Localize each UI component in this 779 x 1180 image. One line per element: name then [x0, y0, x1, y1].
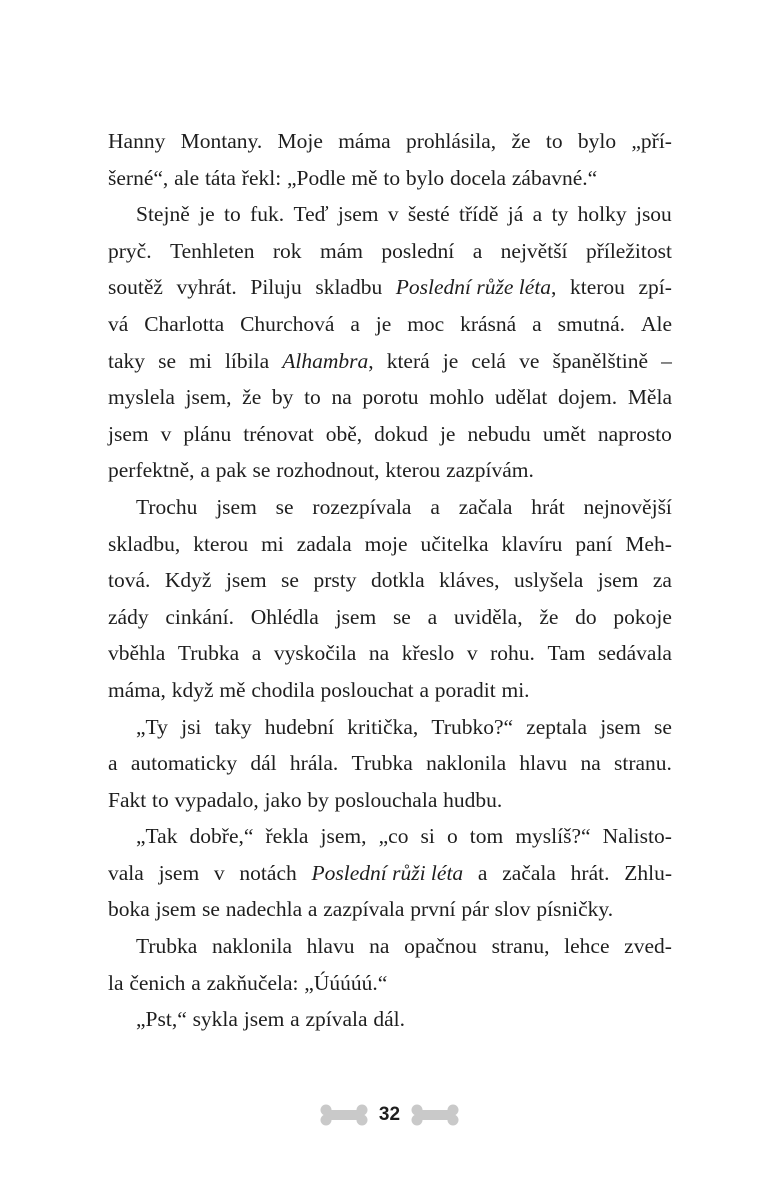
word: a	[477, 860, 488, 885]
word: nebudu	[467, 421, 531, 446]
word: „Ty	[136, 714, 168, 739]
word: jako	[264, 787, 302, 812]
word: prohlásila,	[406, 129, 497, 153]
word: zpívala	[305, 1007, 368, 1032]
word: docela	[449, 165, 507, 190]
word: Poslední růže léta,	[395, 275, 557, 300]
text-line	[108, 526, 672, 563]
word: mi	[189, 348, 212, 373]
word: rozezpívala	[312, 494, 412, 519]
word: paní	[575, 531, 613, 556]
word: a	[532, 311, 542, 336]
body-text	[108, 123, 672, 1038]
word: a	[472, 238, 483, 263]
word: naprosto	[597, 421, 672, 446]
word: –	[661, 348, 672, 373]
word: a	[290, 1007, 300, 1032]
word: a	[532, 202, 543, 227]
word: perfektně,	[108, 458, 195, 483]
word: hrála.	[289, 751, 339, 776]
word: máma	[338, 129, 391, 153]
word: se	[202, 897, 220, 922]
word: hrát	[531, 494, 565, 519]
word: jsem	[216, 494, 257, 519]
word: řekla	[265, 824, 309, 849]
word: na	[369, 934, 390, 959]
word: kláves,	[439, 568, 500, 593]
text-line	[108, 379, 672, 416]
paragraph	[108, 818, 672, 928]
word: a	[427, 604, 438, 629]
word: ale	[174, 165, 200, 190]
word: se	[252, 458, 271, 483]
word: Když	[164, 568, 212, 593]
word: Moje	[277, 129, 323, 153]
word: vypadalo,	[174, 787, 259, 812]
word: Ohlédla	[250, 604, 319, 629]
word: a	[350, 311, 360, 336]
word: šesté	[407, 202, 450, 227]
word: „pří-	[631, 129, 672, 153]
word: vala	[108, 860, 144, 885]
word: zeptala	[526, 714, 588, 739]
paragraph	[108, 1001, 672, 1038]
word: že	[539, 604, 559, 629]
text-line	[108, 965, 672, 1002]
word: vyskočila	[273, 641, 357, 666]
word: rohu.	[490, 641, 535, 666]
word: umět	[542, 421, 586, 446]
word: fuk.	[250, 202, 285, 227]
word: začala	[502, 860, 556, 885]
word: učitelka	[420, 531, 489, 556]
word: „co	[378, 824, 409, 849]
word: myslíš?“	[515, 824, 591, 849]
word: chodila	[251, 677, 315, 702]
bone-icon	[319, 1103, 369, 1127]
word: skladbu,	[108, 531, 181, 556]
word: Fakt	[108, 787, 147, 812]
text-line	[108, 489, 672, 526]
word: moje	[364, 531, 408, 556]
word: jsem	[158, 860, 200, 885]
word: mi	[261, 531, 284, 556]
word: jsem,	[320, 824, 367, 849]
word: se	[392, 604, 411, 629]
word: kterou	[193, 531, 249, 556]
word: obě,	[325, 421, 363, 446]
word: Trubka	[177, 641, 240, 666]
word: na	[368, 641, 390, 666]
word: dojem.	[558, 385, 618, 410]
word: je	[439, 421, 456, 446]
word: zábavné.“	[511, 165, 598, 190]
word: zazpívala	[323, 897, 405, 922]
word: bylo	[405, 165, 445, 190]
word: boka	[108, 897, 150, 922]
word: čenich	[129, 970, 186, 995]
word: dál.	[373, 1007, 406, 1032]
word: mohlo	[429, 385, 485, 410]
word: trénovat	[243, 421, 314, 446]
word: vá	[108, 311, 129, 336]
word: Teď	[293, 202, 329, 227]
word: notách	[239, 860, 297, 885]
text-line	[108, 306, 672, 343]
text-line	[108, 452, 672, 489]
word: dokud	[374, 421, 428, 446]
word: sedávala	[597, 641, 672, 666]
word: soutěž	[108, 275, 163, 300]
word: v	[160, 421, 172, 446]
word: zazpívám.	[446, 458, 534, 483]
word: třídě	[459, 202, 499, 227]
word: poslouchala	[334, 787, 438, 812]
word: křeslo	[401, 641, 455, 666]
word: „Úúúúú.“	[304, 970, 388, 995]
word: a	[251, 641, 262, 666]
word: Hanny	[108, 129, 166, 153]
word: Poslední růži léta	[311, 860, 464, 885]
word: začala	[458, 494, 513, 519]
word: zakňučela:	[206, 970, 299, 995]
word: kterou	[385, 458, 441, 483]
word: která	[386, 348, 430, 373]
paragraph	[108, 196, 672, 489]
word: Trubka	[136, 934, 198, 959]
word: dál	[250, 751, 277, 776]
word: klavíru	[501, 531, 563, 556]
word: lehce	[564, 934, 610, 959]
text-line	[108, 818, 672, 855]
word: v	[466, 641, 478, 666]
word: automaticky	[130, 751, 238, 776]
word: plánu	[183, 421, 232, 446]
word: v	[387, 202, 399, 227]
word: jsem	[600, 714, 641, 739]
word: to	[383, 165, 401, 190]
word: mám	[319, 238, 363, 263]
word: holky	[577, 202, 627, 227]
word: že	[511, 129, 531, 153]
word: jsi	[181, 714, 202, 739]
word: Charlotta	[144, 311, 225, 336]
word: táta	[204, 165, 236, 190]
text-line	[108, 416, 672, 453]
word: sykla	[192, 1007, 238, 1032]
word: největší	[500, 238, 568, 263]
word: poradit	[434, 677, 496, 702]
word: jsem	[108, 421, 149, 446]
word: se	[653, 714, 672, 739]
text-line	[108, 928, 672, 965]
word: jsou	[635, 202, 672, 227]
word: by	[271, 385, 294, 410]
word: za	[652, 568, 672, 593]
word: „Tak	[136, 824, 178, 849]
word: pár	[461, 897, 489, 922]
word: hlavu	[519, 751, 568, 776]
word: tom	[469, 824, 504, 849]
word: a	[108, 751, 118, 776]
paragraph	[108, 123, 672, 196]
word: Nalisto-	[602, 824, 672, 849]
word: naklonila	[426, 751, 507, 776]
text-line	[108, 599, 672, 636]
text-line	[108, 672, 672, 709]
word: máma,	[108, 677, 166, 702]
word: líbila	[224, 348, 270, 373]
word: se	[158, 348, 177, 373]
paragraph	[108, 709, 672, 819]
word: Piluju	[250, 275, 302, 300]
word: jsem,	[185, 385, 232, 410]
word: naklonila	[212, 934, 293, 959]
word: vyhrát.	[176, 275, 237, 300]
word: opačnou	[404, 934, 477, 959]
word: Alhambra,	[282, 348, 374, 373]
word: Meh-	[625, 531, 672, 556]
text-line	[108, 635, 672, 672]
text-line	[108, 343, 672, 380]
word: slov	[494, 897, 531, 922]
word: řekl:	[241, 165, 282, 190]
word: do	[575, 604, 597, 629]
word: smutná.	[557, 311, 626, 336]
word: na	[331, 385, 352, 410]
word: a	[430, 494, 440, 519]
word: šerné“,	[108, 165, 169, 190]
word: hrát.	[570, 860, 610, 885]
paragraph	[108, 489, 672, 709]
word: by	[307, 787, 329, 812]
word: taky	[214, 714, 252, 739]
word: stranu,	[491, 934, 550, 959]
word: mě	[351, 165, 378, 190]
word: příležitost	[585, 238, 672, 263]
word: jsem	[597, 568, 639, 593]
word: to	[152, 787, 169, 812]
word: jsem	[337, 202, 379, 227]
word: je	[375, 311, 392, 336]
page-footer	[0, 1097, 779, 1133]
text-line	[108, 233, 672, 270]
page-number: 32	[378, 1104, 401, 1125]
word: je	[199, 202, 215, 227]
text-line	[108, 855, 672, 892]
word: „Pst,“	[136, 1007, 187, 1032]
word: taky	[108, 348, 146, 373]
word: Trubka	[351, 751, 413, 776]
word: se	[275, 494, 294, 519]
word: uviděla,	[453, 604, 523, 629]
word: mi.	[501, 677, 530, 702]
text-line	[108, 160, 672, 197]
word: zved-	[624, 934, 672, 959]
word: kritička,	[347, 714, 419, 739]
word: Trubko?“	[431, 714, 514, 739]
word: o	[446, 824, 458, 849]
text-line	[108, 745, 672, 782]
word: písničky.	[536, 897, 614, 922]
word: Montany.	[180, 129, 263, 153]
word: když	[171, 677, 214, 702]
word: dotkla	[370, 568, 425, 593]
text-line	[108, 782, 672, 819]
word: Tam	[547, 641, 586, 666]
word: a	[419, 677, 429, 702]
word: stranu.	[614, 751, 672, 776]
bone-icon	[410, 1103, 460, 1127]
word: la	[108, 970, 124, 995]
word: rozhodnout,	[276, 458, 380, 483]
word: v	[213, 860, 225, 885]
word: udělat	[494, 385, 548, 410]
word: ve	[519, 348, 540, 373]
word: to	[304, 385, 321, 410]
word: cinkání.	[165, 604, 235, 629]
word: ty	[551, 202, 569, 227]
word: pryč.	[108, 238, 152, 263]
text-line	[108, 562, 672, 599]
paragraph	[108, 928, 672, 1001]
word: zadala	[296, 531, 352, 556]
word: jsem	[225, 568, 267, 593]
text-line	[108, 196, 672, 233]
word: poslední	[381, 238, 455, 263]
word: skladbu	[315, 275, 383, 300]
word: Zhlu-	[624, 860, 672, 885]
word: pokoje	[613, 604, 672, 629]
word: zády	[108, 604, 149, 629]
word: se	[281, 568, 299, 593]
word: na	[580, 751, 601, 776]
word: Tenhleten	[170, 238, 255, 263]
word: Měla	[627, 385, 672, 410]
word: jsem	[155, 897, 197, 922]
text-line	[108, 1001, 672, 1038]
word: moc	[407, 311, 445, 336]
word: myslela	[108, 385, 175, 410]
word: poslouchat	[320, 677, 414, 702]
word: krásná	[460, 311, 517, 336]
word: mě	[219, 677, 246, 702]
word: a	[307, 897, 318, 922]
word: hlavu	[306, 934, 355, 959]
word: rok	[272, 238, 302, 263]
word: vběhla	[108, 641, 166, 666]
text-line	[108, 123, 672, 160]
word: hudbu.	[443, 787, 503, 812]
word: hudební	[264, 714, 335, 739]
text-line	[108, 891, 672, 928]
word: jsem	[335, 604, 377, 629]
word: pak	[215, 458, 247, 483]
word: Ale	[640, 311, 672, 336]
word: je	[442, 348, 459, 373]
word: Churchová	[240, 311, 335, 336]
word: celá	[471, 348, 506, 373]
word: bylo	[577, 129, 617, 153]
word: to	[545, 129, 563, 153]
word: španělštině	[552, 348, 649, 373]
word: jsem	[243, 1007, 285, 1032]
word: že	[242, 385, 262, 410]
word: uslyšela	[513, 568, 584, 593]
word: porotu	[362, 385, 419, 410]
word: a	[200, 458, 210, 483]
word: a	[191, 970, 201, 995]
word: kterou	[569, 275, 625, 300]
word: zpí-	[638, 275, 672, 300]
word: Trochu	[136, 494, 198, 519]
word: nadechla	[225, 897, 303, 922]
text-line	[108, 269, 672, 306]
text-line	[108, 709, 672, 746]
word: to	[223, 202, 241, 227]
word: tová.	[108, 568, 151, 593]
word: Stejně	[136, 202, 190, 227]
word: prsty	[313, 568, 357, 593]
word: „Podle	[286, 165, 346, 190]
word: nejnovější	[583, 494, 672, 519]
word: já	[507, 202, 524, 227]
word: první	[410, 897, 456, 922]
word: dobře,“	[189, 824, 254, 849]
word: si	[420, 824, 435, 849]
